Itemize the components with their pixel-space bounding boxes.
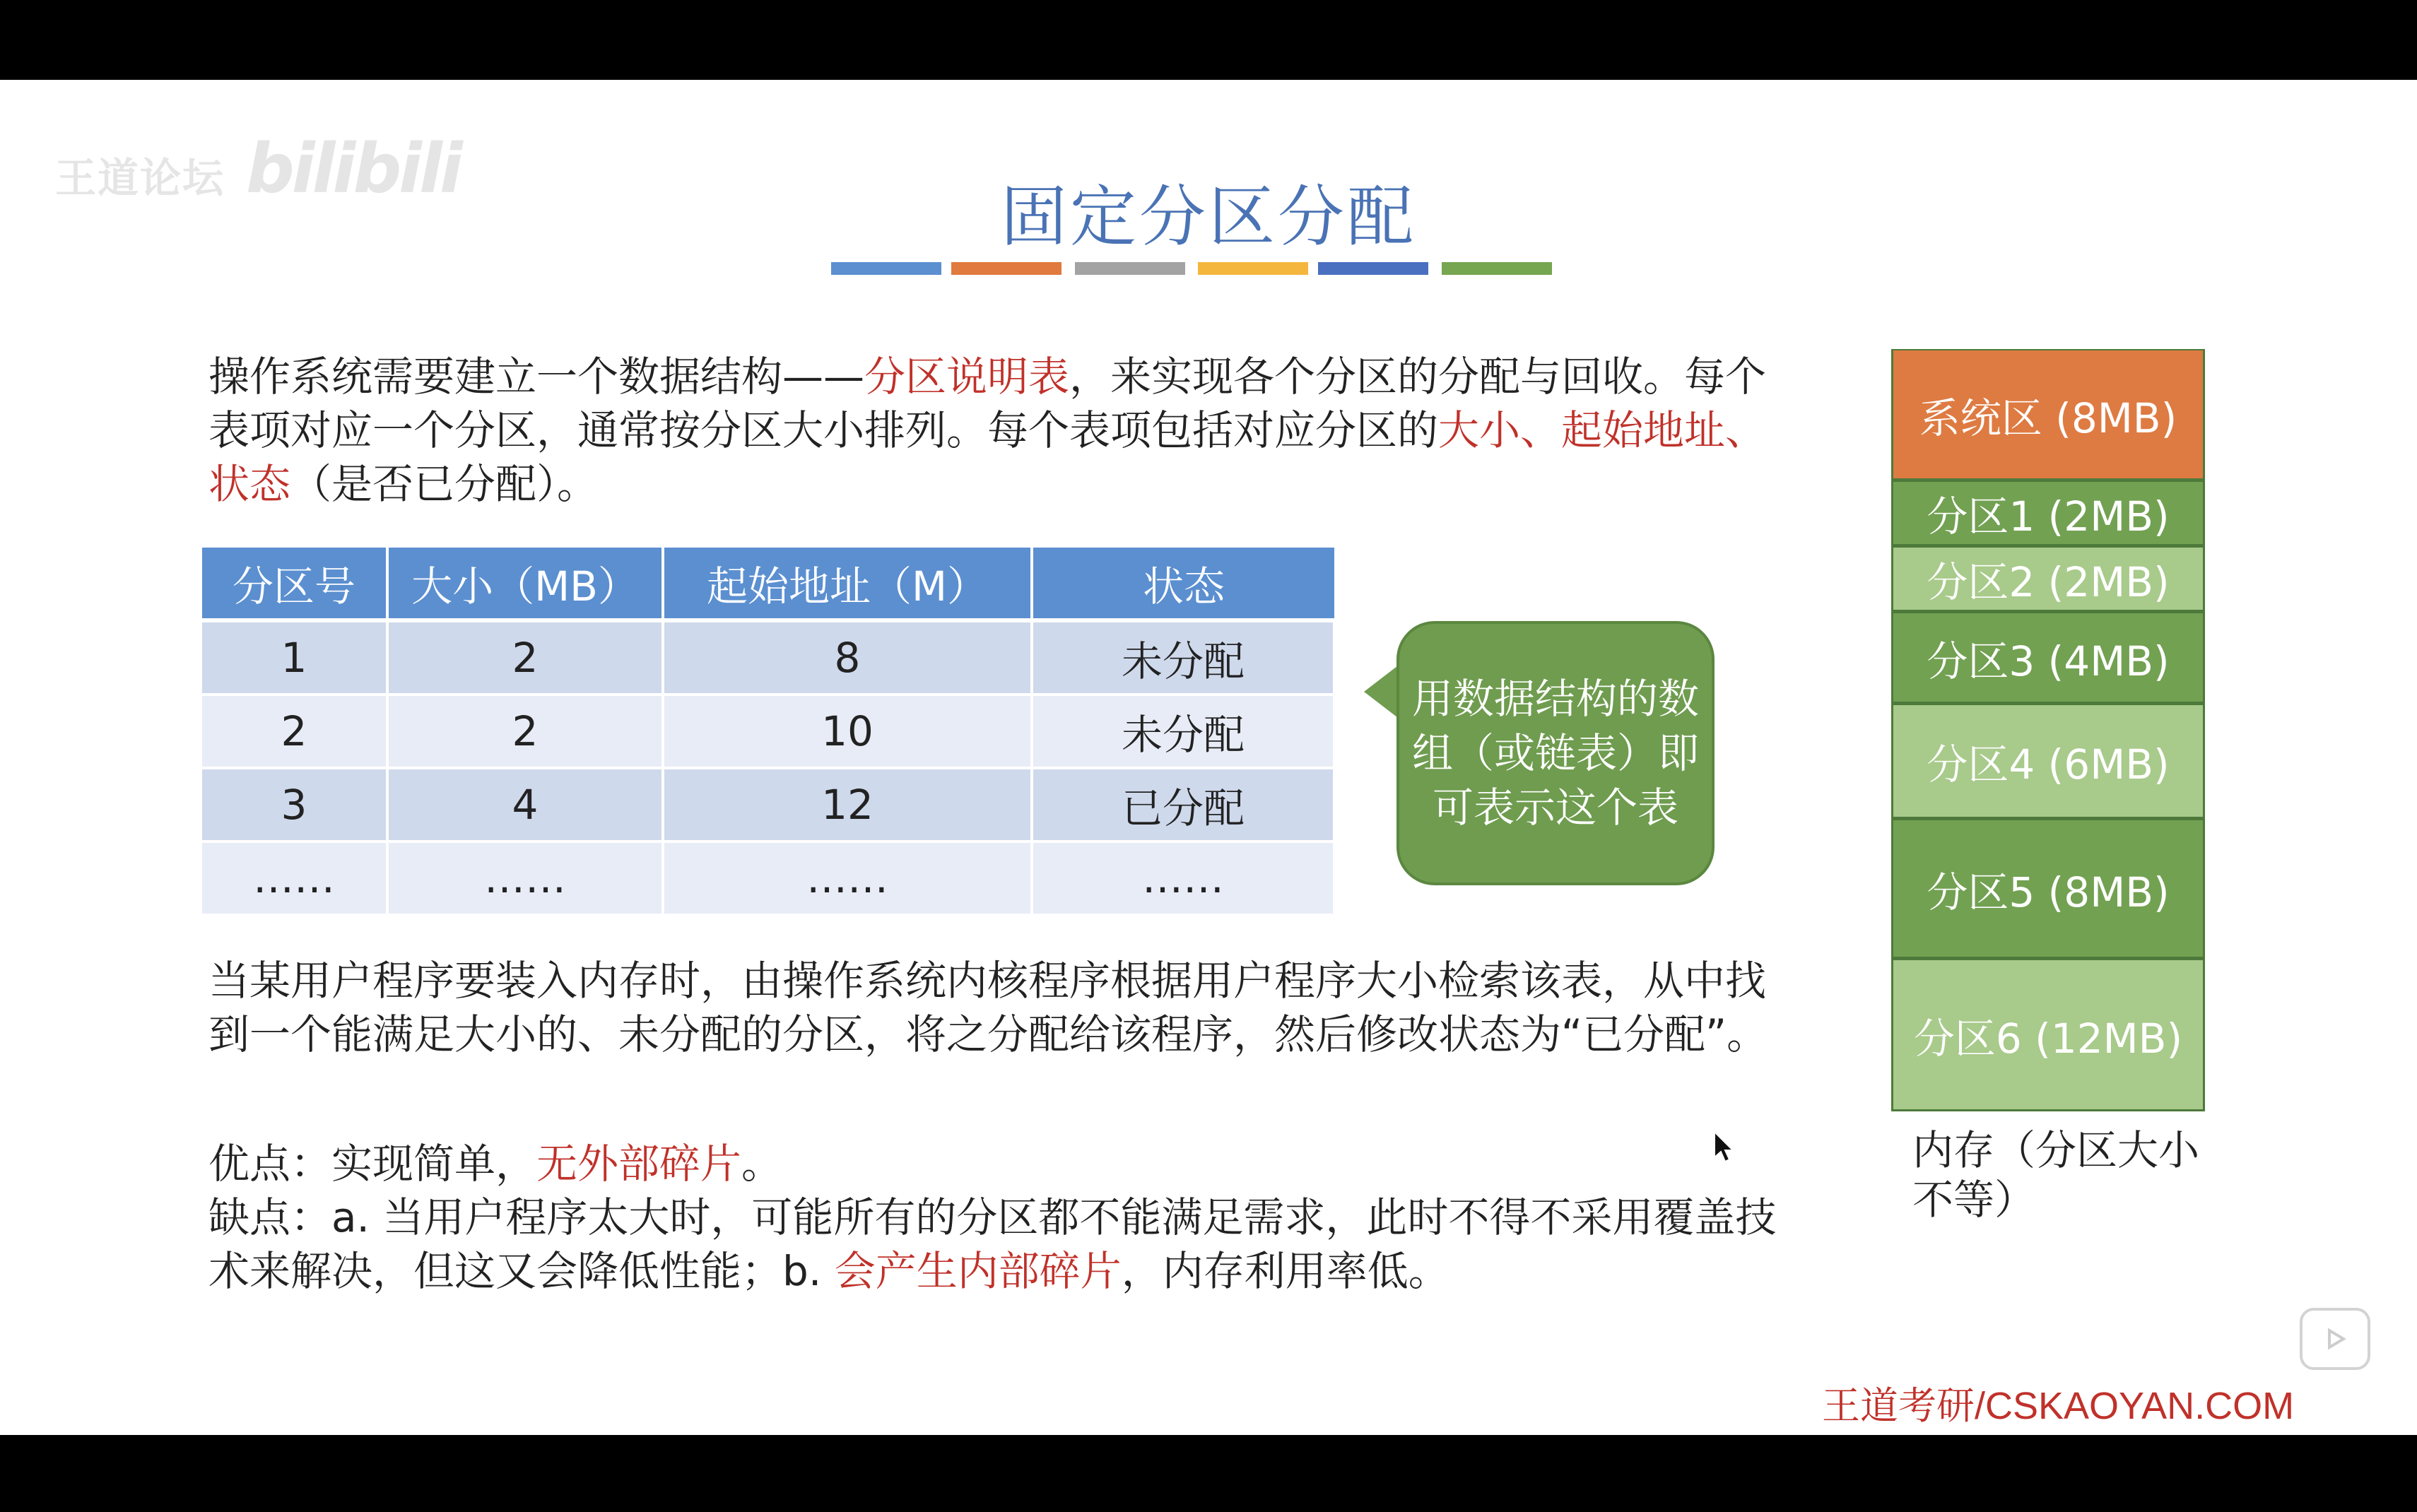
intro-highlight: 大小、起始地址、状态	[208, 406, 1767, 508]
intro-highlight: 分区说明表	[864, 353, 1070, 401]
play-triangle-icon	[2321, 1325, 2349, 1353]
table-cell: 已分配	[1032, 768, 1334, 841]
intro-text: ，来实现各个分区的分配与回收。每个表项对应一个分区，通常按分区大小排列。每个表项包括对应分区的	[208, 353, 1767, 454]
table-cell: ……	[663, 841, 1032, 915]
table-cell: 1	[202, 620, 387, 695]
memory-block-label: 系统区 (8MB)	[1919, 394, 2177, 442]
intro-text: （是否已分配）。	[290, 460, 599, 508]
title-bar-segment	[1318, 262, 1428, 275]
table-cell: 2	[387, 620, 663, 695]
callout-tail	[1364, 663, 1401, 720]
pros-text: 优点：实现简单，	[208, 1140, 537, 1188]
watermark-text: 王道论坛	[55, 154, 225, 202]
table-row	[202, 695, 1334, 768]
bilibili-logo: bilibili	[246, 129, 460, 208]
table-cell: ……	[387, 841, 663, 915]
brand-footer: 王道考研/CSKAOYAN.COM	[1822, 1385, 2295, 1427]
memory-block-label: 分区2 (2MB)	[1927, 558, 2170, 606]
memory-block-partition	[1891, 819, 2205, 959]
slide	[0, 80, 2417, 1435]
memory-block-label: 分区6 (12MB)	[1913, 1014, 2183, 1063]
memory-block-partition	[1891, 959, 2205, 1111]
title-bar-segment	[1075, 262, 1185, 275]
table-row	[202, 768, 1334, 841]
cons-text: 缺点：a. 当用户程序太大时，可能所有的分区都不能满足需求，此时不得不采用覆盖技术来解决，但这又会降低性能；b.	[208, 1193, 1777, 1295]
table-cell: 8	[663, 620, 1032, 695]
intro-text: 操作系统需要建立一个数据结构——	[208, 353, 865, 401]
memory-block-label: 分区1 (2MB)	[1927, 492, 2170, 541]
table-cell: 2	[202, 695, 387, 768]
pros-highlight: 无外部碎片	[536, 1140, 742, 1188]
table-row	[202, 620, 1334, 695]
title-bar-segment	[951, 262, 1062, 275]
table-cell: 3	[202, 768, 387, 841]
table-header: 大小（MB）	[387, 548, 663, 620]
memory-block-partition	[1891, 704, 2205, 819]
table-header: 状态	[1032, 548, 1334, 620]
callout-bubble	[1396, 621, 1715, 885]
table-cell: ……	[202, 841, 387, 915]
table-header: 起始地址（M）	[663, 548, 1032, 620]
intro-paragraph	[208, 350, 1784, 511]
memory-caption: 内存（分区大小不等）	[1912, 1126, 2200, 1224]
pros-paragraph	[208, 1137, 1784, 1191]
memory-block-system	[1891, 349, 2205, 480]
mouse-pointer-icon	[1713, 1130, 1734, 1166]
memory-diagram	[1891, 349, 2205, 1111]
table-cell: 未分配	[1032, 620, 1334, 695]
play-icon[interactable]	[2300, 1308, 2370, 1370]
memory-block-partition	[1891, 546, 2205, 612]
memory-block-label: 分区5 (8MB)	[1927, 868, 2170, 916]
memory-block-label: 分区3 (4MB)	[1927, 637, 2170, 685]
partition-table	[202, 548, 1336, 916]
slide-title: 固定分区分配	[1000, 179, 1416, 256]
cons-text: ，内存利用率低。	[1121, 1247, 1449, 1295]
callout-text: 用数据结构的数组（或链表）即可表示这个表	[1411, 674, 1699, 832]
table-cell: 10	[663, 695, 1032, 768]
table-header-row	[202, 548, 1334, 620]
table-cell: 未分配	[1032, 695, 1334, 768]
memory-block-partition	[1891, 480, 2205, 546]
memory-block-label: 分区4 (6MB)	[1927, 740, 2170, 789]
load-paragraph: 当某用户程序要装入内存时，由操作系统内核程序根据用户程序大小检索该表，从中找到一个能满足大小的、未分配的分区，将之分配给该程序，然后修改状态为“已分配”。	[208, 957, 1768, 1058]
table-cell: 4	[387, 768, 663, 841]
table-header: 分区号	[202, 548, 387, 620]
cons-highlight: 会产生内部碎片	[834, 1247, 1122, 1295]
pros-text: 。	[741, 1140, 783, 1188]
table-cell: ……	[1032, 841, 1334, 915]
table-row	[202, 841, 1334, 915]
cons-paragraph	[208, 1191, 1784, 1298]
table-cell: 2	[387, 695, 663, 768]
title-bar-segment	[1198, 262, 1308, 275]
title-bar-segment	[1442, 262, 1552, 275]
memory-block-partition	[1891, 612, 2205, 704]
table-cell: 12	[663, 768, 1032, 841]
title-bar-segment	[831, 262, 941, 275]
